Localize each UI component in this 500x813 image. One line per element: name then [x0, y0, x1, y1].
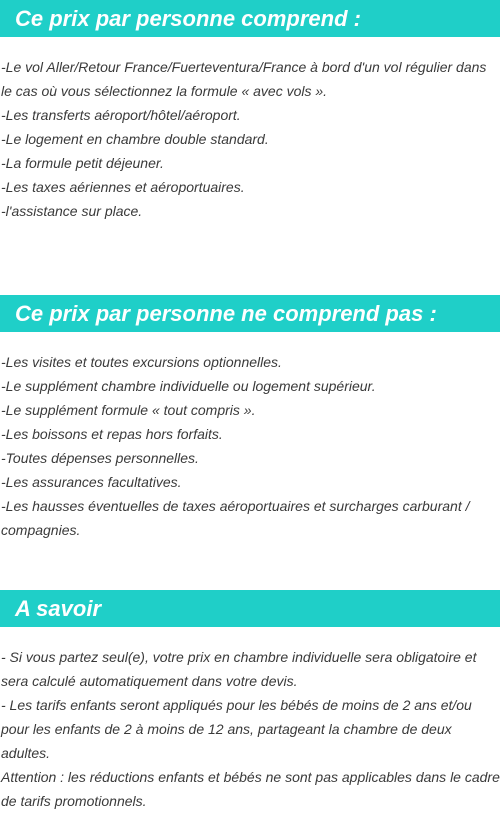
list-item: -Le vol Aller/Retour France/Fuerteventura/France à bord d'un vol régulier dans le cas où vous sélectionnez la formule « avec vols ».: [1, 59, 487, 99]
list-item: -Les boissons et repas hors forfaits.: [1, 426, 223, 442]
excludes-title: Ce prix par personne ne comprend pas :: [15, 300, 437, 326]
excludes-list: [0, 332, 500, 542]
list-item: -Les taxes aériennes et aéroportuaires.: [1, 179, 245, 195]
list-item: -l'assistance sur place.: [1, 203, 143, 219]
savoir-list: [0, 627, 500, 813]
includes-list: [0, 37, 500, 223]
includes-section: [0, 0, 500, 223]
excludes-section: [0, 295, 500, 542]
savoir-title: A savoir: [15, 595, 102, 621]
list-item: -Le supplément chambre individuelle ou logement supérieur.: [1, 378, 376, 394]
list-item: - Les tarifs enfants seront appliqués pour les bébés de moins de 2 ans et/ou pour les enfants de 2 à moins de 12 ans, partageant la chambre de deux adultes.: [1, 697, 472, 761]
list-item: Attention : les réductions enfants et bébés ne sont pas applicables dans le cadre de tarifs promotionnels.: [1, 769, 500, 809]
list-item: -Les transferts aéroport/hôtel/aéroport.: [1, 107, 241, 123]
includes-title: Ce prix par personne comprend :: [15, 5, 361, 31]
list-item: -Toutes dépenses personnelles.: [1, 450, 199, 466]
list-item: - Si vous partez seul(e), votre prix en chambre individuelle sera obligatoire et sera calculé automatiquement dans votre devis.: [1, 649, 477, 689]
list-item: -Le supplément formule « tout compris ».: [1, 402, 256, 418]
savoir-section: [0, 590, 500, 813]
list-item: -Les hausses éventuelles de taxes aéroportuaires et surcharges carburant / compagnies.: [1, 498, 470, 538]
includes-banner: [0, 0, 500, 37]
list-item: -La formule petit déjeuner.: [1, 155, 164, 171]
list-item: -Les assurances facultatives.: [1, 474, 182, 490]
list-item: -Le logement en chambre double standard.: [1, 131, 269, 147]
excludes-banner: [0, 295, 500, 332]
savoir-banner: [0, 590, 500, 627]
list-item: -Les visites et toutes excursions optionnelles.: [1, 354, 282, 370]
